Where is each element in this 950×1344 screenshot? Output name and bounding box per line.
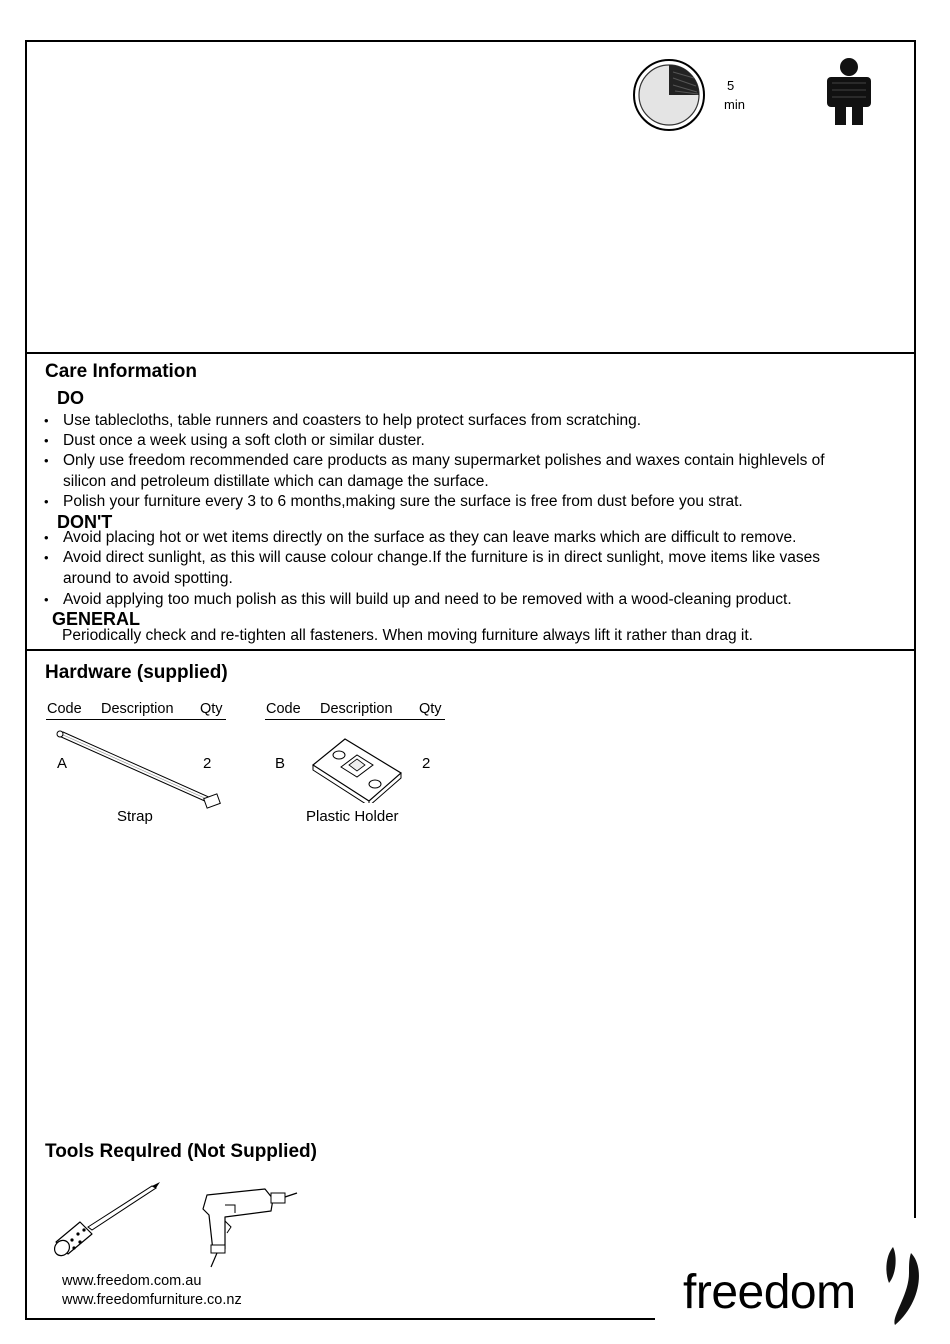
frame-top (25, 40, 916, 42)
website-au-link[interactable]: www.freedom.com.au (62, 1273, 202, 1289)
time-unit: min (724, 97, 745, 112)
item-a-name: Strap (117, 808, 153, 825)
item-b-qty: 2 (422, 755, 431, 772)
dont-heading: DON'T (57, 512, 113, 532)
col-code-a: Code (47, 701, 82, 717)
brand-wordmark: freedom (683, 1266, 856, 1319)
item-b-name: Plastic Holder (306, 808, 399, 825)
freedom-logo (683, 1243, 928, 1328)
header-underline-b (265, 719, 445, 720)
general-text: Periodically check and re-tighten all fasteners. When moving furniture always lift it rather than drag it. (62, 627, 753, 644)
clock-icon (632, 58, 706, 132)
plastic-holder-icon (311, 737, 403, 803)
header-underline-a (46, 719, 226, 720)
frame-left (25, 40, 27, 1320)
do-heading: DO (57, 388, 84, 408)
frame-bottom (25, 1318, 655, 1320)
person-icon (824, 57, 874, 127)
frame-right (914, 40, 916, 1218)
item-b-code: B (275, 755, 286, 772)
col-code-b: Code (266, 701, 301, 717)
care-title: Care Information (45, 361, 198, 382)
drill-icon (195, 1185, 300, 1270)
strap-icon (55, 730, 225, 815)
tools-title: Tools Requlred (Not Supplied) (45, 1141, 317, 1162)
col-qty-a: Qty (200, 701, 223, 717)
general-heading: GENERAL (52, 609, 141, 629)
screwdriver-icon (52, 1180, 164, 1260)
col-qty-b: Qty (419, 701, 442, 717)
website-nz-link[interactable]: www.freedomfurniture.co.nz (62, 1292, 242, 1308)
hardware-title: Hardware (supplied) (45, 662, 228, 683)
divider-care (25, 352, 916, 354)
col-description-a: Description (101, 701, 174, 717)
divider-hardware (25, 649, 916, 651)
col-description-b: Description (320, 701, 393, 717)
time-value: 5 (727, 78, 735, 93)
item-a-code: A (57, 755, 68, 772)
item-a-qty: 2 (203, 755, 212, 772)
